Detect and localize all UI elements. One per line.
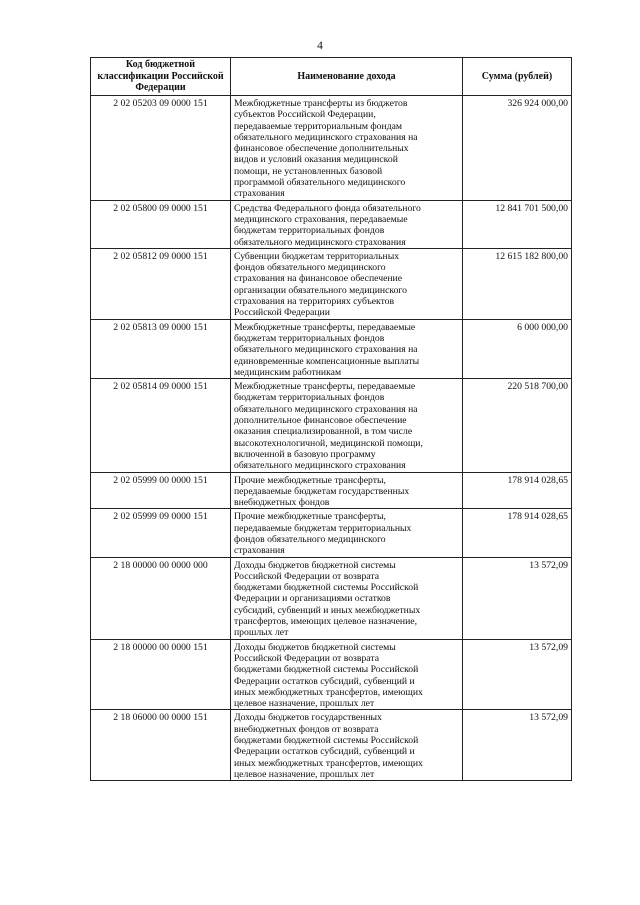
- revenue-name-cell: Доходы бюджетов бюджетной системы Российской Федерации от возврата бюджетами бюджетной системы Российской Федерации и организациями остатков субсидий, субвенций и иных межбюджетных трансфертов, имеющих целевое назначение, прошлых лет: [231, 557, 463, 639]
- table-row: [91, 379, 572, 472]
- table-row: [91, 319, 572, 378]
- revenue-name-cell: Межбюджетные трансферты, передаваемые бюджетам территориальных фондов обязательного медицинского страхования на единовременные компенсационные выплаты медицинским работникам: [231, 319, 463, 378]
- table-row: [91, 639, 572, 710]
- table-row: [91, 472, 572, 509]
- budget-code-cell: 2 18 00000 00 0000 151: [91, 639, 231, 710]
- amount-cell: 12 615 182 800,00: [463, 248, 572, 319]
- table-row: [91, 200, 572, 248]
- table-row: [91, 710, 572, 781]
- revenue-name-cell: Доходы бюджетов бюджетной системы Российской Федерации от возврата бюджетами бюджетной системы Российской Федерации остатков субсидий, субвенций и иных межбюджетных трансфертов, имеющих целевое назначение, прошлых лет: [231, 639, 463, 710]
- revenue-name-cell: Субвенции бюджетам территориальных фондов обязательного медицинского страхования на финансовое обеспечение организации обязательного медицинского страхования на территориях субъектов Российской Федерации: [231, 248, 463, 319]
- amount-cell: 326 924 000,00: [463, 96, 572, 201]
- revenue-name-cell: Межбюджетные трансферты из бюджетов субъектов Российской Федерации, передаваемые территориальным фондам обязательного медицинского страхования на финансовое обеспечение дополнительных видов и условий оказания медицинской помощи, не установленных базовой программой обязательного медицинского страхования: [231, 96, 463, 201]
- budget-code-cell: 2 02 05999 09 0000 151: [91, 509, 231, 557]
- budget-code-cell: 2 02 05800 09 0000 151: [91, 200, 231, 248]
- amount-cell: 178 914 028,65: [463, 472, 572, 509]
- header-amount: Сумма (рублей): [463, 58, 572, 96]
- amount-cell: 13 572,09: [463, 710, 572, 781]
- revenue-name-cell: Прочие межбюджетные трансферты, передаваемые бюджетам государственных внебюджетных фондов: [231, 472, 463, 509]
- budget-code-cell: 2 18 00000 00 0000 000: [91, 557, 231, 639]
- revenue-name-cell: Прочие межбюджетные трансферты, передаваемые бюджетам территориальных фондов обязательного медицинского страхования: [231, 509, 463, 557]
- budget-code-cell: 2 02 05203 09 0000 151: [91, 96, 231, 201]
- amount-cell: 13 572,09: [463, 639, 572, 710]
- table-header-row: [91, 58, 572, 96]
- table-row: [91, 557, 572, 639]
- revenue-name-cell: Средства Федерального фонда обязательного медицинского страхования, передаваемые бюджетам территориальных фондов обязательного медицинского страхования: [231, 200, 463, 248]
- table-row: [91, 509, 572, 557]
- amount-cell: 12 841 701 500,00: [463, 200, 572, 248]
- amount-cell: 178 914 028,65: [463, 509, 572, 557]
- table-row: [91, 96, 572, 201]
- budget-code-cell: 2 18 06000 00 0000 151: [91, 710, 231, 781]
- amount-cell: 6 000 000,00: [463, 319, 572, 378]
- table-row: [91, 248, 572, 319]
- revenue-table: [90, 57, 572, 781]
- budget-code-cell: 2 02 05812 09 0000 151: [91, 248, 231, 319]
- budget-code-cell: 2 02 05999 00 0000 151: [91, 472, 231, 509]
- amount-cell: 220 518 700,00: [463, 379, 572, 472]
- budget-code-cell: 2 02 05813 09 0000 151: [91, 319, 231, 378]
- budget-code-cell: 2 02 05814 09 0000 151: [91, 379, 231, 472]
- revenue-name-cell: Межбюджетные трансферты, передаваемые бюджетам территориальных фондов обязательного медицинского страхования на дополнительное финансовое обеспечение оказания специализированной, в том числе высокотехнологичной, медицинской помощи, включенной в базовую программу обязательного медицинского страхования: [231, 379, 463, 472]
- page-number: 4: [317, 40, 323, 52]
- header-budget-code: Код бюджетной классификации Российской Федерации: [91, 58, 231, 96]
- header-revenue-name: Наименование дохода: [231, 58, 463, 96]
- amount-cell: 13 572,09: [463, 557, 572, 639]
- revenue-name-cell: Доходы бюджетов государственных внебюджетных фондов от возврата бюджетами бюджетной системы Российской Федерации остатков субсидий, субвенций и иных межбюджетных трансфертов, имеющих целевое назначение, прошлых лет: [231, 710, 463, 781]
